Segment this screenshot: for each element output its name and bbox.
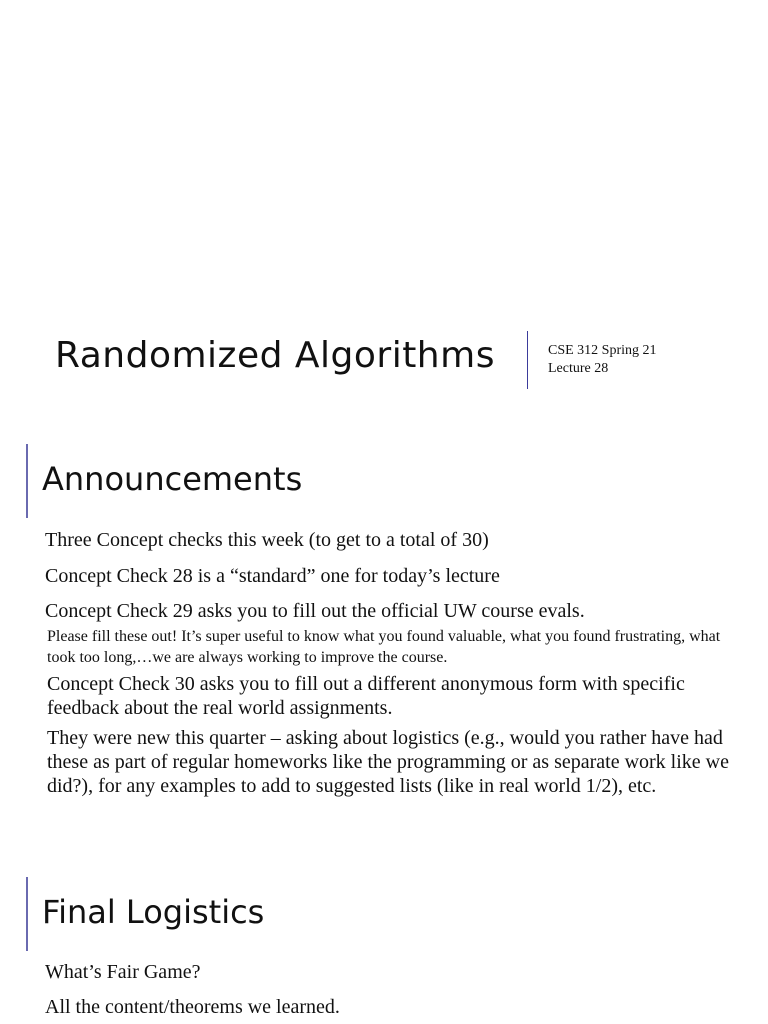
slide-title: Randomized Algorithms bbox=[55, 335, 495, 376]
announcement-subitem: Please fill these out! It’s super useful to know what you found valuable, what you found frustrating, what took too long,…we are always working to improve the course. bbox=[47, 628, 721, 666]
announcements-accent-bar bbox=[26, 444, 28, 518]
announcement-subitem: They were new this quarter – asking about logistics (e.g., would you rather have had these as part of regular homeworks like the programming or as separate work like we did?), for any examples to add to suggested lists (like in real world 1/2), etc. bbox=[47, 727, 729, 797]
course-name: CSE 312 Spring 21 bbox=[548, 343, 657, 358]
course-info bbox=[548, 342, 657, 378]
announcement-item: Concept Check 28 is a “standard” one for today’s lecture bbox=[45, 565, 500, 587]
final-logistics-accent-bar bbox=[26, 877, 28, 951]
announcement-item: Concept Check 29 asks you to fill out the official UW course evals. bbox=[45, 600, 585, 622]
announcements-heading: Announcements bbox=[42, 460, 303, 498]
final-logistics-item: What’s Fair Game? bbox=[45, 961, 201, 983]
announcement-item: Three Concept checks this week (to get to a total of 30) bbox=[45, 529, 489, 551]
announcement-item: Concept Check 30 asks you to fill out a different anonymous form with specific feedback about the real world assignments. bbox=[47, 673, 685, 719]
title-divider bbox=[527, 331, 528, 389]
final-logistics-item: All the content/theorems we learned. bbox=[45, 996, 340, 1018]
final-logistics-heading: Final Logistics bbox=[42, 893, 265, 931]
lecture-number: Lecture 28 bbox=[548, 361, 609, 376]
